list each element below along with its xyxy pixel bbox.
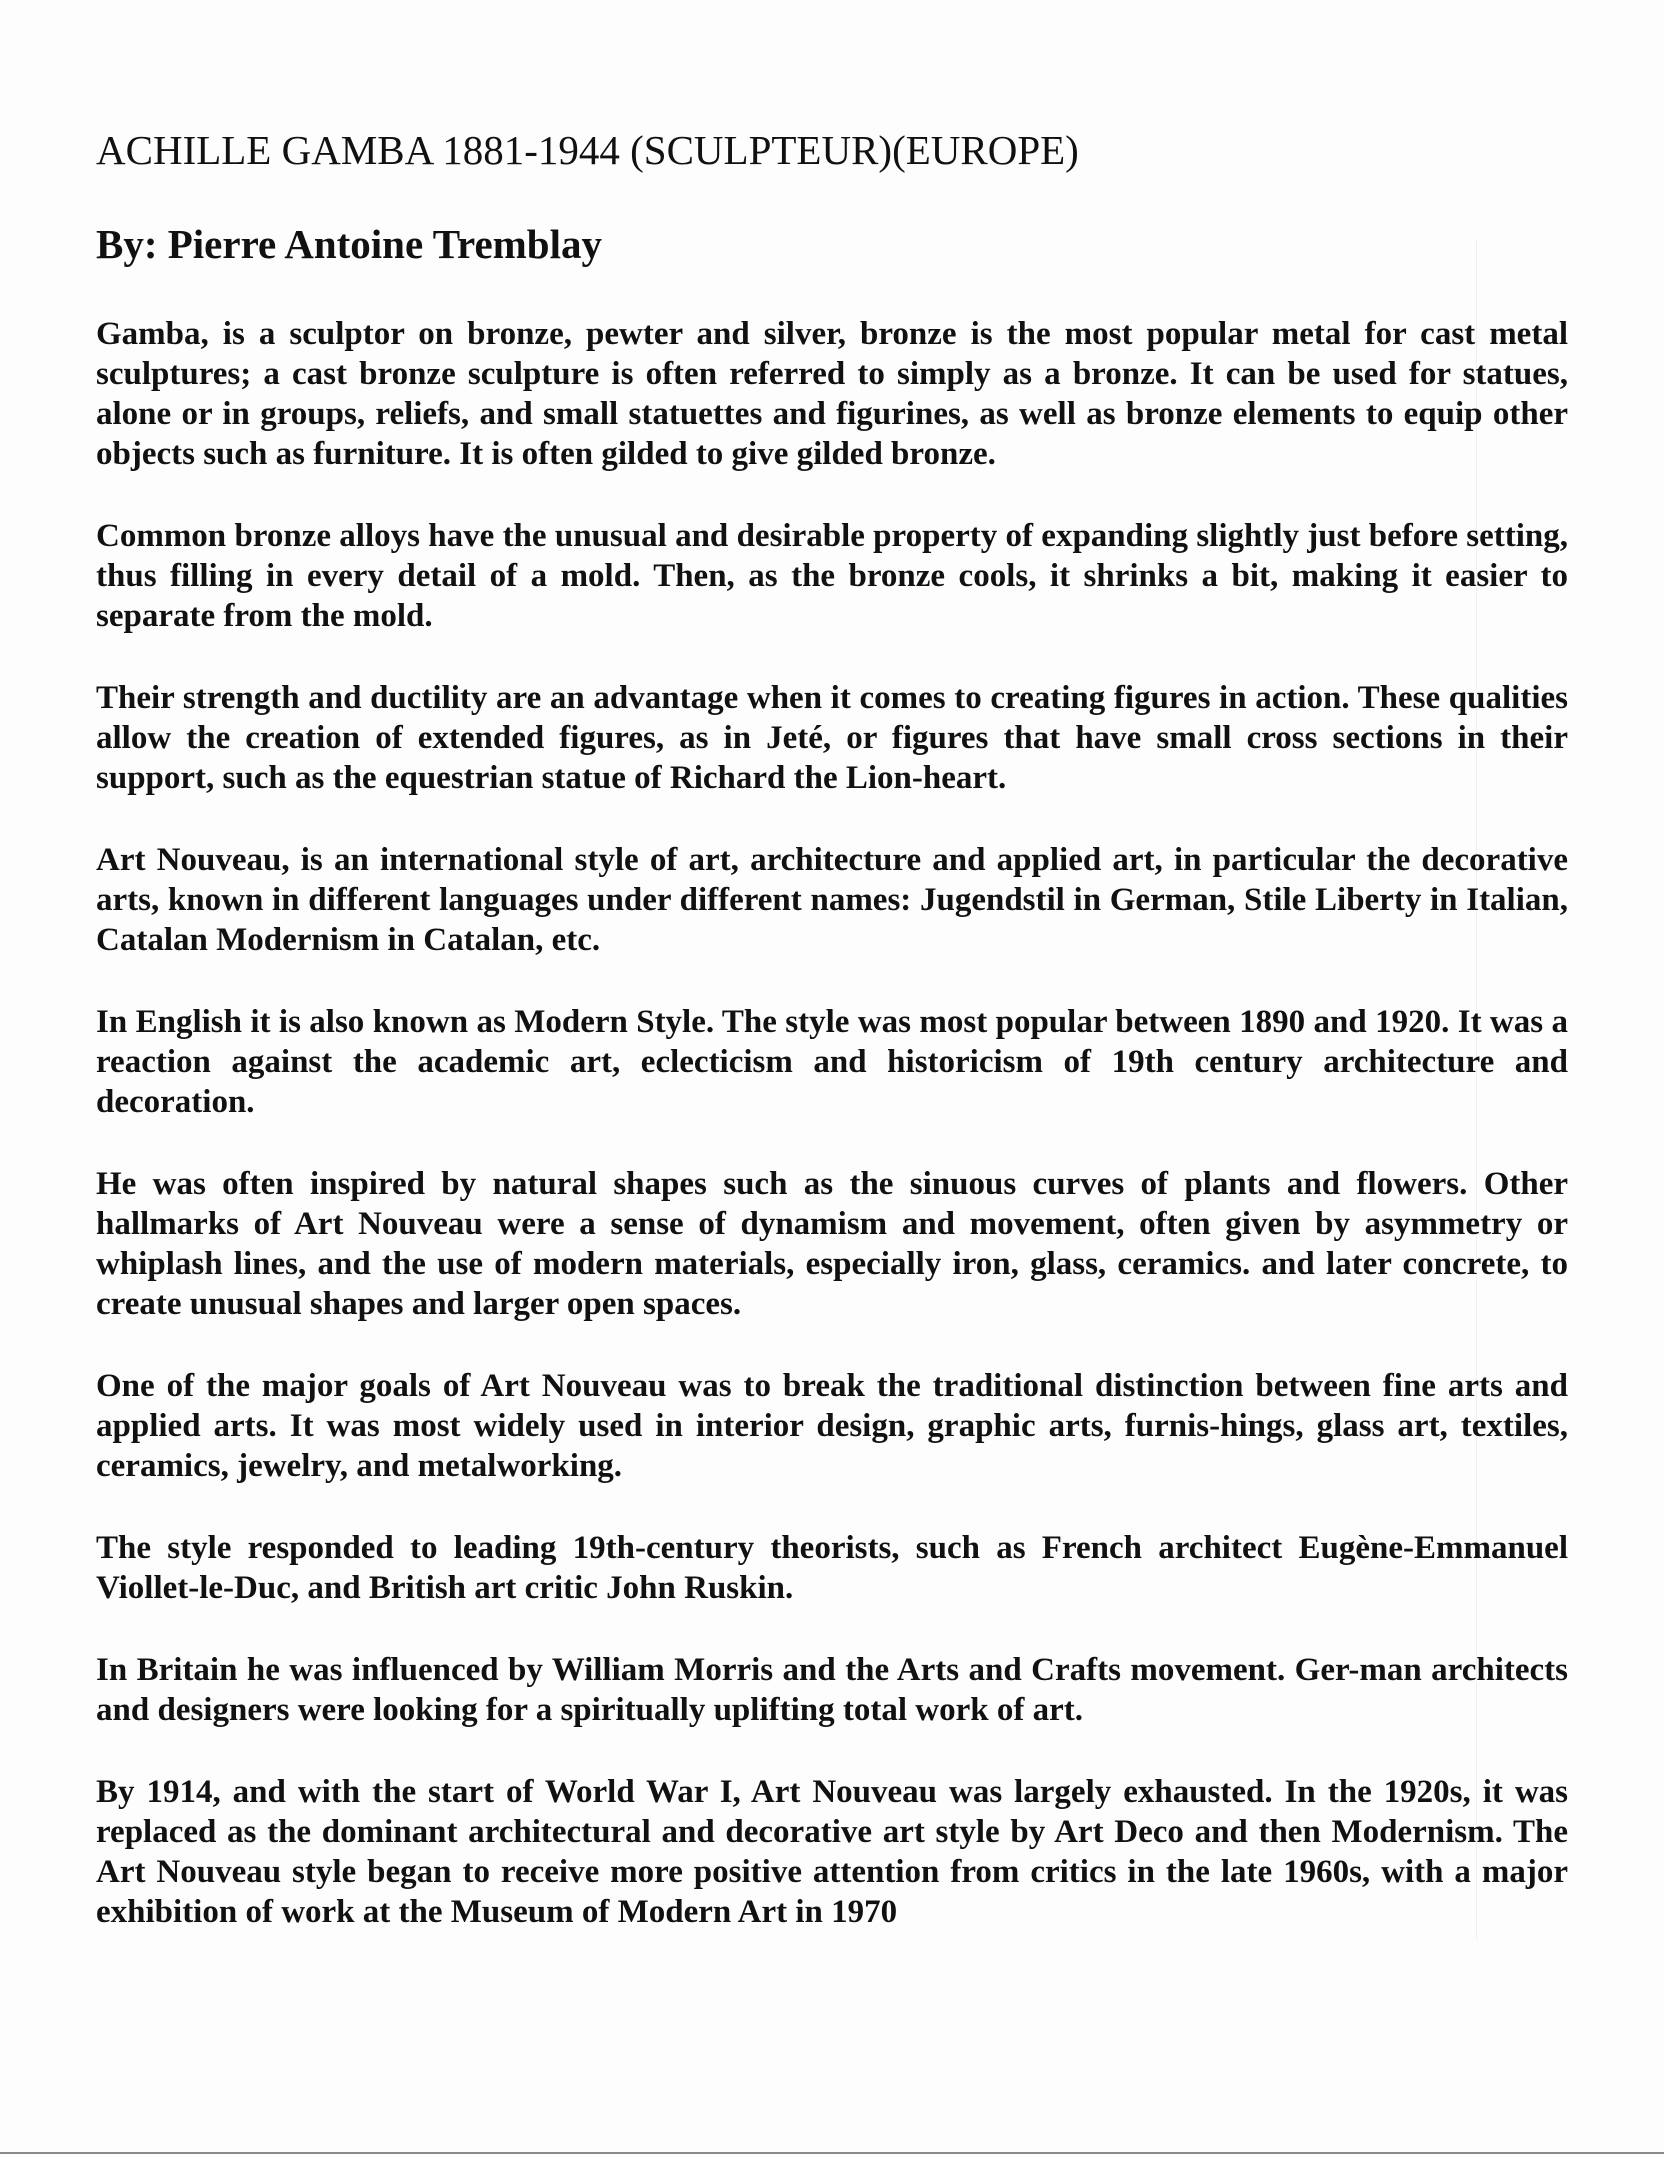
paragraph-natural-shapes: He was often inspired by natural shapes such as the sinuous curves of plants and flowers. Other hallmarks of Art Nouveau were a sense of dynamism and movement, often given by asymmetry or whiplash lines, and the use of modern materials, especially iron, glass, ceramics. and later concrete, to create unusual shapes and larger open spaces. (96, 1166, 1568, 1322)
paragraph-decline-revival: By 1914, and with the start of World War I, Art Nouveau was largely exhausted. In the 1920s, it was replaced as the dominant architectural and decorative art style by Art Deco and then Modernism. The Art Nouveau style began to receive more positive attention from critics in the late 1960s, with a major exhibition of work at the Museum of Modern Art in 1970 (96, 1774, 1568, 1930)
paragraph-major-goals: One of the major goals of Art Nouveau was to break the traditional distinction between fine arts and applied arts. It was most widely used in interior design, graphic arts, furnis-hings, glass art, textiles, ceramics, jewelry, and metalworking. (96, 1368, 1568, 1484)
paragraph-art-nouveau-definition: Art Nouveau, is an international style of art, architecture and applied art, in particular the decorative arts, known in different languages under different names: Jugendstil in German, Stile Liberty in Italian, Catalan Modernism in Catalan, etc. (96, 842, 1568, 958)
paragraph-bronze-alloys: Common bronze alloys have the unusual and desirable property of expanding slightly just before setting, thus filling in every detail of a mold. Then, as the bronze cools, it shrinks a bit, making it easier to separate from the mold. (96, 518, 1568, 634)
bottom-edge-line (0, 2152, 1664, 2154)
document-author: By: Pierre Antoine Tremblay (96, 221, 602, 267)
scan-shadow-line (1476, 240, 1477, 1940)
paragraph-modern-style: In English it is also known as Modern Style. The style was most popular between 1890 and 1920. It was a reaction against the academic art, eclecticism and historicism of 19th century architecture and decoration. (96, 1004, 1568, 1120)
paragraph-strength-ductility: Their strength and ductility are an advantage when it comes to creating figures in action. These qualities allow the creation of extended figures, as in Jeté, or figures that have small cross sections in their support, such as the equestrian statue of Richard the Lion-heart. (96, 680, 1568, 796)
paragraph-bronze-materials: Gamba, is a sculptor on bronze, pewter and silver, bronze is the most popular metal for cast metal sculptures; a cast bronze sculpture is often referred to simply as a bronze. It can be used for statues, alone or in groups, reliefs, and small statuettes and figurines, as well as bronze elements to equip other objects such as furniture. It is often gilded to give gilded bronze. (96, 316, 1568, 472)
paragraph-theorists: The style responded to leading 19th-century theorists, such as French architect Eugène-Emmanuel Viollet-le-Duc, and British art critic John Ruskin. (96, 1530, 1568, 1606)
document-body (96, 314, 1568, 1974)
paragraph-britain-influence: In Britain he was influenced by William Morris and the Arts and Crafts movement. Ger-man architects and designers were looking for a spiritually uplifting total work of art. (96, 1652, 1568, 1728)
document-title: ACHILLE GAMBA 1881-1944 (SCULPTEUR)(EUROPE) (96, 127, 1079, 173)
